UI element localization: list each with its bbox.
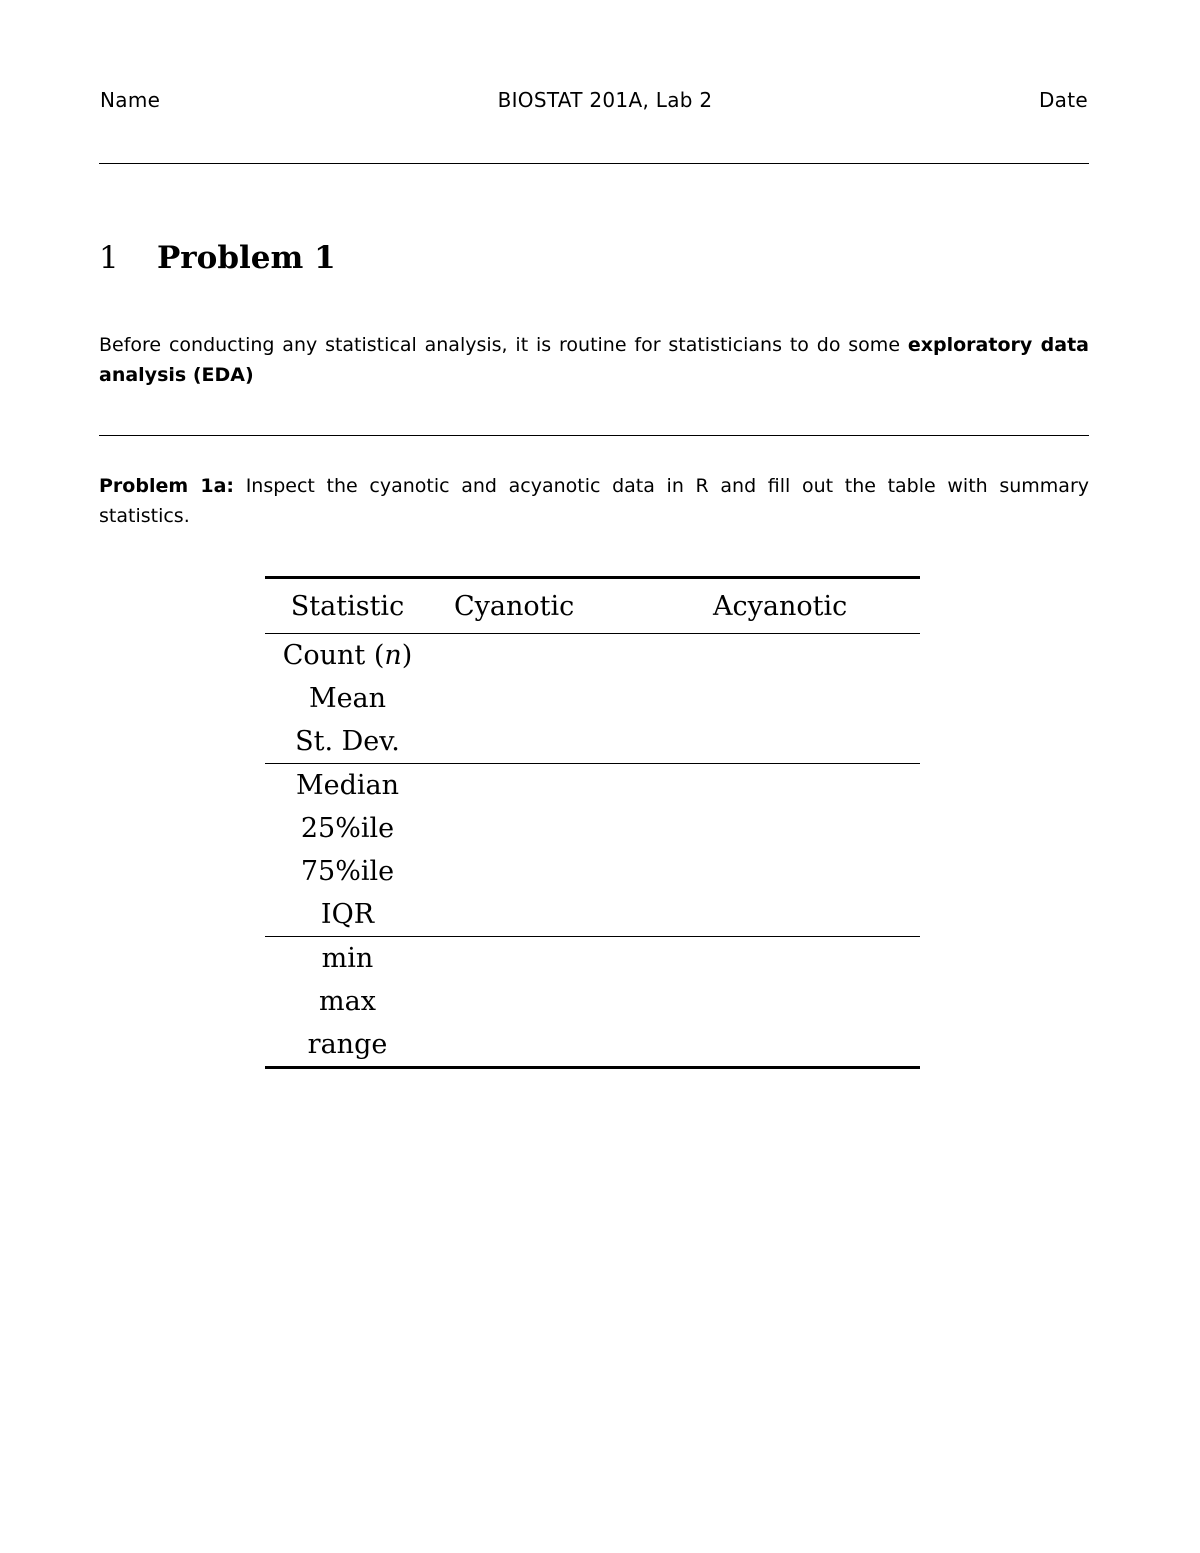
problem-1a-paragraph (99, 471, 1089, 531)
table-row (265, 937, 920, 981)
row-label-range: range (307, 1029, 388, 1060)
table-row (265, 980, 920, 1023)
problem-1a-label: Problem 1a: (99, 475, 235, 497)
column-header-statistic: Statistic (290, 590, 405, 622)
cell-acyanotic-mean[interactable] (689, 677, 920, 720)
column-header-acyanotic: Acyanotic (713, 590, 848, 622)
cell-acyanotic-25pct[interactable] (689, 807, 920, 850)
cell-cyanotic-25pct[interactable] (430, 807, 689, 850)
cell-acyanotic-75pct[interactable] (689, 850, 920, 893)
summary-statistics-table (265, 576, 920, 1069)
intro-text: Before conducting any statistical analysis, it is routine for statisticians to do some (99, 334, 908, 356)
cell-cyanotic-stdev[interactable] (430, 720, 689, 764)
cell-cyanotic-range[interactable] (430, 1023, 689, 1068)
table-row (265, 1023, 920, 1068)
row-label-25pct: 25%ile (300, 813, 395, 844)
table-row (265, 764, 920, 808)
cell-acyanotic-count[interactable] (689, 634, 920, 678)
intro-bold-text: exploratory data analysis (EDA) (99, 334, 1089, 386)
table-row (265, 807, 920, 850)
cell-cyanotic-75pct[interactable] (430, 850, 689, 893)
row-label-75pct: 75%ile (300, 856, 395, 887)
course-title: BIOSTAT 201A, Lab 2 (497, 88, 713, 112)
cell-cyanotic-iqr[interactable] (430, 893, 689, 937)
date-label: Date (1038, 88, 1088, 112)
cell-acyanotic-min[interactable] (689, 937, 920, 981)
row-label-iqr: IQR (320, 899, 375, 930)
table-row (265, 893, 920, 937)
section-divider (99, 435, 1089, 436)
table-row (265, 720, 920, 764)
row-label-max: max (319, 986, 376, 1017)
cell-acyanotic-iqr[interactable] (689, 893, 920, 937)
table-header-row (265, 578, 920, 634)
cell-acyanotic-stdev[interactable] (689, 720, 920, 764)
cell-acyanotic-max[interactable] (689, 980, 920, 1023)
row-label-min: min (321, 943, 374, 974)
section-heading (99, 240, 336, 276)
name-label: Name (100, 88, 161, 112)
section-title: Problem 1 (157, 240, 336, 276)
row-label-stdev: St. Dev. (295, 726, 400, 757)
cell-acyanotic-range[interactable] (689, 1023, 920, 1068)
table-row (265, 634, 920, 678)
row-label-mean: Mean (308, 683, 387, 714)
cell-cyanotic-mean[interactable] (430, 677, 689, 720)
cell-cyanotic-count[interactable] (430, 634, 689, 678)
table-row (265, 850, 920, 893)
cell-cyanotic-min[interactable] (430, 937, 689, 981)
section-number: 1 (99, 240, 119, 276)
row-label-median: Median (295, 770, 400, 801)
table-row (265, 677, 920, 720)
intro-paragraph (99, 330, 1089, 390)
row-label-count: Count (n) (282, 640, 413, 671)
header-divider (99, 163, 1089, 164)
cell-cyanotic-median[interactable] (430, 764, 689, 808)
problem-1a-text: Inspect the cyanotic and acyanotic data in R and fill out the table with summary statistics. (99, 475, 1089, 527)
cell-acyanotic-median[interactable] (689, 764, 920, 808)
column-header-cyanotic: Cyanotic (454, 590, 575, 622)
cell-cyanotic-max[interactable] (430, 980, 689, 1023)
